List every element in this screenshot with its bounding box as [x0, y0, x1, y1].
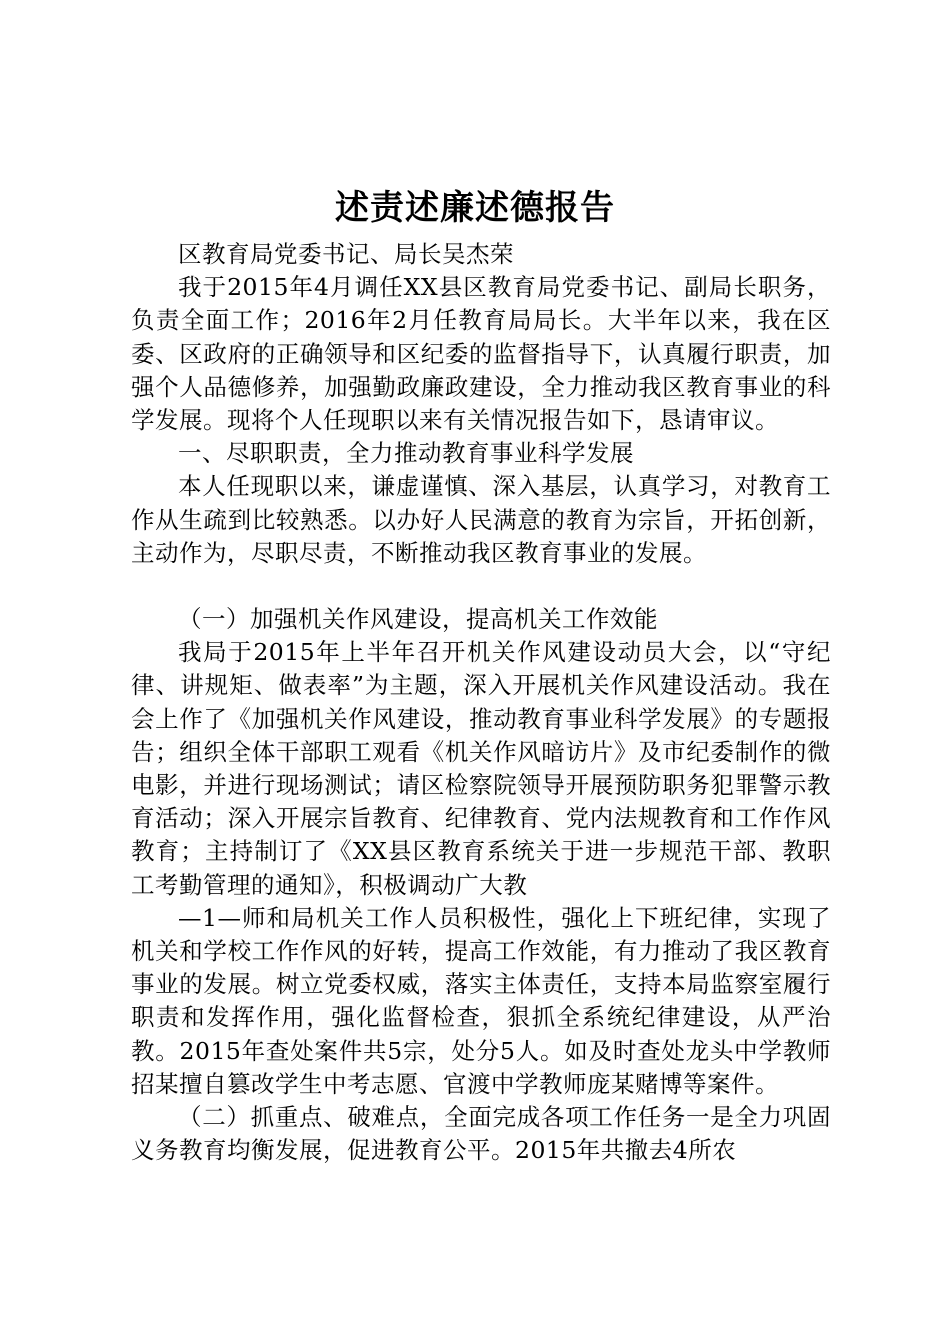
paragraph-section-1: 本人任现职以来，谦虚谨慎、深入基层，认真学习，对教育工作从生疏到比较熟悉。以办好人民满意的教育为宗旨，开拓创新，主动作为，尽职尽责，不断推动我区教育事业的发展。: [131, 472, 831, 567]
paragraph-subsection-1: 我局于2015年上半年召开机关作风建设动员大会，以“守纪律、讲规矩、做表率”为主题，深入开展机关作风建设活动。我在会上作了《加强机关作风建设，推动教育事业科学发展》的专题报告；组织全体干部职工观看《机关作风暗访片》及市纪委制作的微电影，并进行现场测试；请区检察院领导开展预防职务犯罪警示教育活动；深入开展宗旨教育、纪律教育、党内法规教育和工作作风教育；主持制订了《XX县区教育系统关于进一步规范干部、教职工考勤管理的通知》，积极调动广大教: [131, 638, 831, 899]
document-body: [131, 238, 831, 1167]
paragraph-spacer: [131, 570, 831, 603]
section-heading-1: 一、尽职职责，全力推动教育事业科学发展: [178, 439, 634, 468]
paragraph-continued: —1—师和局机关工作人员积极性，强化上下班纪律，实现了机关和学校工作作风的好转，提高工作效能，有力推动了我区教育事业的发展。树立党委权威，落实主体责任，支持本局监察室履行职责和发挥作用，强化监督检查，狠抓全系统纪律建设，从严治教。2015年查处案件共5宗，处分5人。如及时查处龙头中学教师招某擅自篡改学生中考志愿、官渡中学教师庞某赌博等案件。: [131, 903, 831, 1098]
paragraph-intro: 我于2015年4月调任XX县区教育局党委书记、副局长职务，负责全面工作；2016年2月任教育局局长。大半年以来，我在区委、区政府的正确领导和区纪委的监督指导下，认真履行职责，加强个人品德修养，加强勤政廉政建设，全力推动我区教育事业的科学发展。现将个人任现职以来有关情况报告如下，恳请审议。: [131, 273, 831, 435]
subsection-heading-2: （二）抓重点、破难点，全面完成各项工作任务一是全力巩固义务教育均衡发展，促进教育公平。2015年共撤去4所农: [131, 1103, 831, 1165]
subsection-heading-1: （一）加强机关作风建设，提高机关工作效能: [178, 605, 658, 634]
author-line: 区教育局党委书记、局长吴杰荣: [178, 240, 514, 268]
document-title: 述责述廉述德报告: [335, 188, 615, 228]
